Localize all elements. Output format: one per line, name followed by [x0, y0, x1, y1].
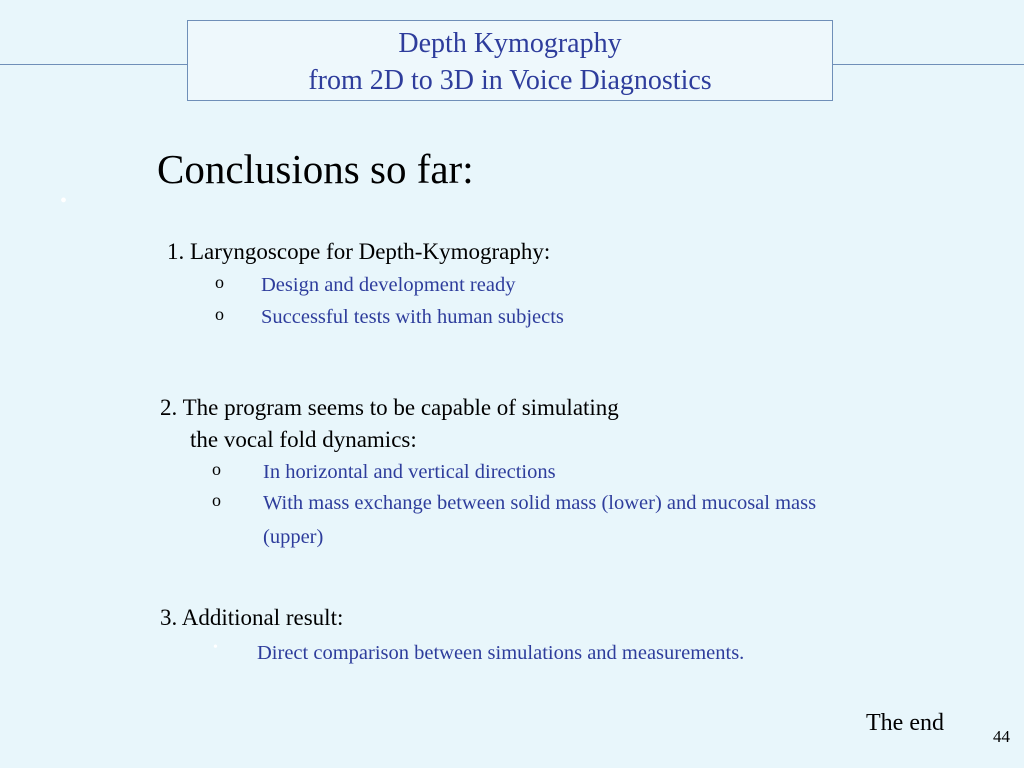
section-1-title: 1. Laryngoscope for Depth-Kymography:	[167, 239, 551, 264]
section-2-item-2-cont: (upper)	[263, 526, 324, 548]
section-3-item-1: Direct comparison between simulations and measurements.	[257, 642, 745, 664]
section-1-item-2: Successful tests with human subjects	[261, 306, 564, 328]
bullet-marker: o	[215, 272, 224, 292]
header-rule-right	[833, 64, 1024, 65]
bullet-marker: •	[213, 640, 218, 655]
section-1-item-1: Design and development ready	[261, 274, 516, 296]
bullet-marker: o	[212, 490, 221, 510]
section-2-item-2: With mass exchange between solid mass (lower) and mucosal mass	[263, 492, 817, 514]
end-text: The end	[866, 710, 944, 736]
bullet-marker: o	[212, 459, 221, 479]
section-3-title: 3. Additional result:	[160, 605, 344, 630]
page-heading: Conclusions so far:	[157, 146, 474, 192]
bullet-marker: o	[215, 304, 224, 324]
slide-title-line1: Depth Kymography	[398, 28, 622, 59]
slide-title	[187, 20, 833, 101]
section-2-title-cont: the vocal fold dynamics:	[190, 427, 417, 452]
decorative-dot: •	[60, 190, 68, 212]
header-rule-left	[0, 64, 187, 65]
slide-title-line2: from 2D to 3D in Voice Diagnostics	[308, 65, 712, 96]
section-2-title: 2. The program seems to be capable of simulating	[160, 395, 619, 420]
section-2-item-1: In horizontal and vertical directions	[263, 461, 556, 483]
page-number: 44	[993, 727, 1010, 746]
